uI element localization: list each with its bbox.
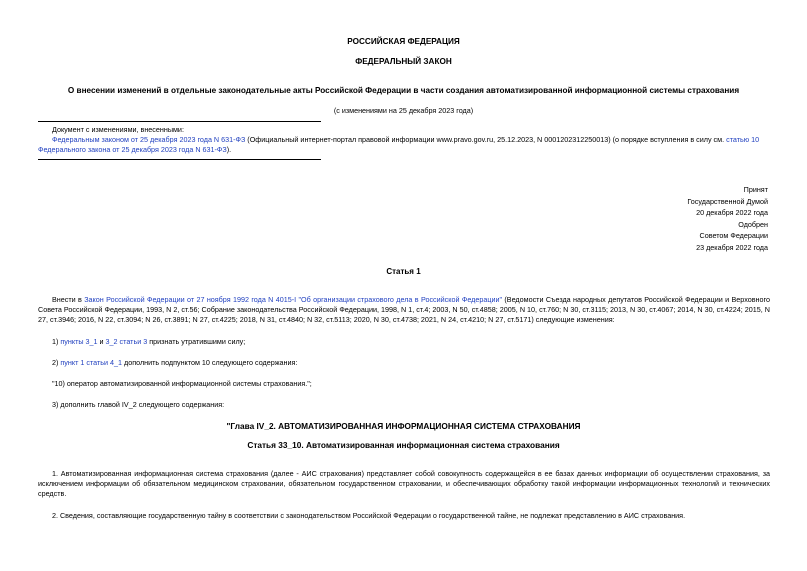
article-33-10-heading: Статья 33_10. Автоматизированная информационная система страхования <box>247 440 560 450</box>
intro-post: (Ведомости Съезда народных депутатов Российской Федерации и Верховного Совета Российской Федерации, 1993, N 2, ст.56; Собрание законодательства Российской Федерации, 1998, N 1, ст.4; 2003, N 50, ст.4858; 2005, N 10, ст.760; N 30, ст.3115; 2013, N 30, ст.4067; 2014, N 30, ст.4224; 2015, N 27, ст.3946; 2016, N 22, ст.3094; N 26, ст.3891; N 27, ст.4225; 2018, N 31, ст.4840; N 32, ст.5113; 2020, N 30, ст.4738; 2021, N 24, ст.4210; N 27, ст.5171) следующие изменения: <box>38 295 770 324</box>
divider-bottom <box>38 159 321 160</box>
divider-top <box>38 121 321 122</box>
amending-law-link[interactable]: Федеральным законом от 25 декабря 2023 года N 631-ФЗ <box>52 135 246 144</box>
article-1-heading: Статья 1 <box>386 267 421 276</box>
changes-box <box>38 125 770 155</box>
adoption-block <box>687 184 768 253</box>
adopted-date: 20 декабря 2022 года <box>696 208 768 217</box>
item-2-number: 2) <box>52 358 61 367</box>
doc-type-heading: ФЕДЕРАЛЬНЫЙ ЗАКОН <box>355 57 452 66</box>
page-title: О внесении изменений в отдельные законодательные акты Российской Федерации в части создания автоматизированной информационной системы страхования <box>67 86 740 95</box>
edition-note: (с изменениями на 25 декабря 2023 года) <box>333 106 474 115</box>
approved-label: Одобрен <box>738 219 768 229</box>
chapter-heading: "Глава IV_2. АВТОМАТИЗИРОВАННАЯ ИНФОРМАЦИОННАЯ СИСТЕМА СТРАХОВАНИЯ <box>226 421 581 431</box>
point-1-article-4-1-link[interactable]: пункт 1 статьи 4_1 <box>60 358 123 367</box>
item-2 <box>38 358 770 368</box>
item-2-quote: "10) оператор автоматизированной информационной системы страхования."; <box>52 379 312 388</box>
intro-pre: Внести в <box>52 295 85 304</box>
article-10-link[interactable]: статью 10 Федерального закона от 25 декабря 2023 года N 631-ФЗ <box>38 135 760 154</box>
approved-date: 23 декабря 2022 года <box>696 242 768 252</box>
adopted-label: Принят <box>743 185 768 194</box>
chapter-para-1: 1. Автоматизированная информационная система страхования (далее - АИС страхования) представляет собой совокупность содержащейся в ее базах данных информации об осуществлении страхования, за исключением информации об обязательном медицинском страховании, обязательном государственном страховании, и обеспечивающих обработку такой информации информационных технологий и технических средств. <box>38 469 770 498</box>
changes-intro: Документ с изменениями, внесенными: <box>52 125 184 134</box>
changes-text-2: ). <box>226 145 232 154</box>
item-2-text: дополнить подпунктом 10 следующего содержания: <box>122 358 298 367</box>
item-1-number: 1) <box>52 337 61 346</box>
changes-text-1: (Официальный интернет-портал правовой информации www.pravo.gov.ru, 25.12.2023, N 0001202312250013) (о порядке вступления в силу см. <box>245 135 727 144</box>
adopted-by: Государственной Думой <box>687 196 768 206</box>
chapter-para-2: 2. Сведения, составляющие государственную тайну в соответствии с законодательством Российской Федерации о государственной тайне, не подлежат представлению в АИС страхования. <box>52 511 686 520</box>
approved-by: Советом Федерации <box>699 231 768 240</box>
item-1-text: признать утратившими силу; <box>147 337 246 346</box>
insurance-law-link[interactable]: Закон Российской Федерации от 27 ноября 1992 года N 4015-I "Об организации страхового дела в Российской Федерации" <box>84 295 503 304</box>
item-1-mid: и <box>97 337 106 346</box>
points-3-1-link[interactable]: пункты 3_1 <box>60 337 98 346</box>
item-3: 3) дополнить главой IV_2 следующего содержания: <box>52 400 225 409</box>
item-1 <box>38 337 770 347</box>
points-3-2-link[interactable]: 3_2 статьи 3 <box>105 337 148 346</box>
article-1-intro <box>38 295 770 325</box>
country-heading: РОССИЙСКАЯ ФЕДЕРАЦИЯ <box>347 37 460 46</box>
